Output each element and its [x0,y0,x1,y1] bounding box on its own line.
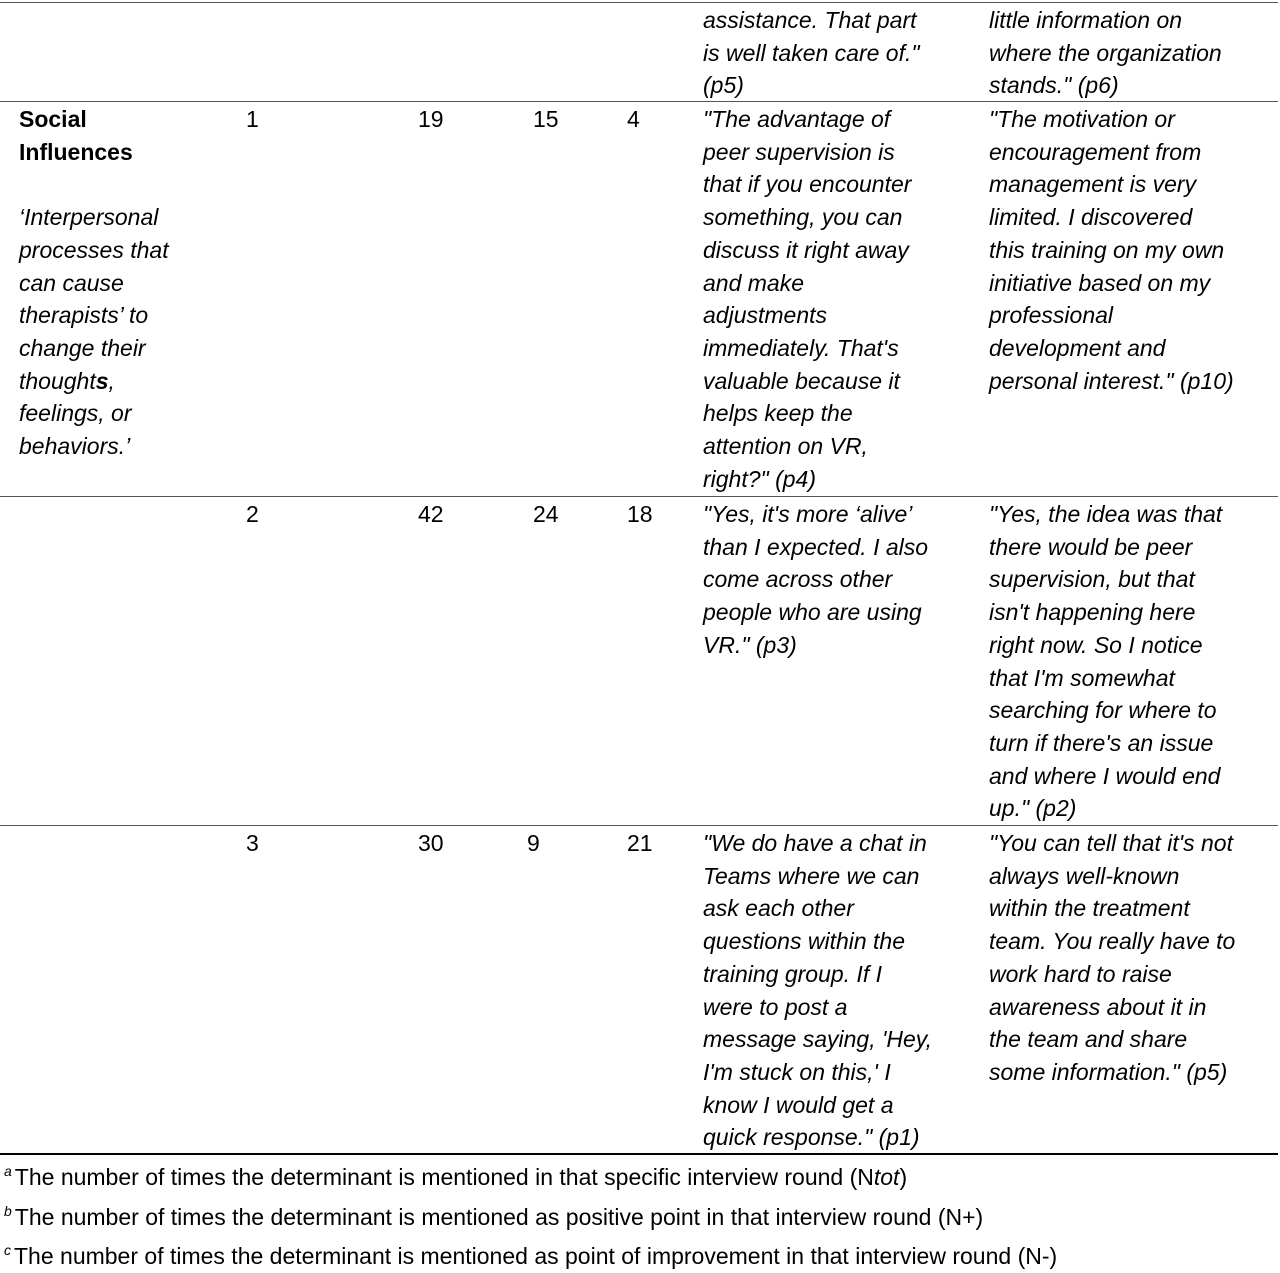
round-value: 2 [246,501,259,527]
row-divider [0,825,1278,826]
ntot-value: 30 [418,830,444,856]
quote-line: were to post a [703,993,848,1020]
quote-line: VR." (p3) [703,631,797,658]
quote-line: Teams where we can [703,862,920,889]
quote-line: come across other [703,566,893,593]
quote-line: right now. So I notice [989,631,1203,658]
quote-line: training group. If I [703,960,882,987]
quote-line: (p5) [703,72,744,99]
quote-line: helps keep the [703,400,853,427]
quote-line: and where I would end [989,762,1221,789]
quote-line: the team and share [989,1026,1188,1053]
footnote [4,1161,907,1194]
quote-line: little information on [989,7,1183,33]
quote-line: personal interest." (p10) [989,367,1234,394]
determinant-title: Social [19,106,87,132]
footnote-text: The number of times the determinant is mentioned as point of improvement in that interview round (N-) [14,1243,1058,1269]
footnote-mark: b [4,1203,12,1219]
quote-line: professional [989,302,1114,329]
quote-line: that if you encounter [703,171,912,198]
quote-line: attention on VR, [703,433,868,460]
quote-line: adjustments [703,302,828,329]
quote-line: message saying, 'Hey, [703,1026,932,1053]
quote-line: know I would get a [703,1091,894,1118]
quote-line: discuss it right away [703,236,909,263]
nneg-value: 21 [627,830,653,856]
quote-line: is well taken care of." [703,39,920,66]
quote-line: and make [703,269,805,296]
determinant-title: Influences [19,138,133,165]
quote-line: "The advantage of [703,106,891,132]
quote-line: "The motivation or [989,106,1175,132]
quote-line: ask each other [703,895,854,922]
quote-line: stands." (p6) [989,72,1119,99]
table-top-rule [0,2,1278,3]
footnote-text: The number of times the determinant is mentioned as positive point in that interview round (N+) [14,1204,984,1230]
quote-line: isn't happening here [989,599,1196,626]
definition-line: processes that [19,236,169,263]
footnote-mark: c [4,1242,11,1258]
round-value: 1 [246,106,259,132]
quote-line: "Yes, the idea was that [989,501,1223,527]
footnote-italic: tot [873,1164,900,1190]
quote-line: questions within the [703,928,906,955]
quote-line: up." (p2) [989,795,1077,822]
ntot-value: 42 [418,501,444,527]
quote-line: "You can tell that it's not [989,830,1233,856]
footnote-text-after: ) [899,1164,908,1190]
quote-negative-cell [989,827,1235,1089]
quote-line: people who are using [703,599,922,626]
definition-line: therapists’ to [19,302,149,329]
footnote-mark: a [4,1163,12,1179]
quote-line: something, you can [703,204,903,231]
quote-line: some information." (p5) [989,1058,1228,1085]
quote-negative-cell [989,498,1222,825]
npos-value: 24 [533,501,559,527]
quote-line: I'm stuck on this,' I [703,1058,891,1085]
quote-line: always well-known [989,862,1180,889]
footnote [4,1240,1057,1273]
row-divider [0,496,1278,497]
quote-line: development and [989,334,1166,361]
footnote-text: The number of times the determinant is mentioned in that specific interview round (N [14,1164,874,1190]
definition-line: change their [19,334,146,361]
quote-line: that I'm somewhat [989,664,1175,691]
quote-line: this training on my own [989,236,1225,263]
quote-line: work hard to raise [989,960,1172,987]
quote-positive-cell [703,827,932,1154]
npos-value: 9 [527,830,540,856]
definition-text: , [108,367,115,394]
quote-positive-cell [703,103,911,495]
quote-negative-cell [989,103,1234,397]
definition-line: feelings, or [19,400,132,427]
quote-line: right?" (p4) [703,465,816,492]
quote-line: "We do have a chat in [703,830,927,856]
quote-line: than I expected. I also [703,533,929,560]
quote-line: immediately. That's [703,334,899,361]
quote-line: initiative based on my [989,269,1211,296]
quote-line: encouragement from [989,138,1202,165]
table-bottom-rule [0,1153,1278,1155]
quote-line: awareness about it in [989,993,1207,1020]
determinant-cell [19,103,169,463]
definition-line [19,365,169,398]
quote-line: peer supervision is [703,138,895,165]
nneg-value: 4 [627,106,640,132]
quote-line: supervision, but that [989,566,1195,593]
ntot-value: 19 [418,106,444,132]
quote-line: quick response." (p1) [703,1124,920,1151]
quote-line: where the organization [989,39,1222,66]
definition-line: ‘Interpersonal [19,204,159,231]
round-value: 3 [246,830,259,856]
npos-value: 15 [533,106,559,132]
quote-line: assistance. That part [703,7,917,33]
quote-line: there would be peer [989,533,1193,560]
quote-positive-cell [703,498,928,662]
quote-line: turn if there's an issue [989,729,1214,756]
nneg-value: 18 [627,501,653,527]
quote-line: "Yes, it's more ‘alive’ [703,501,913,527]
definition-text: thought [19,367,96,394]
quote-line: limited. I discovered [989,204,1193,231]
definition-bold-text: s [95,367,109,394]
quote-line: within the treatment [989,895,1190,922]
quote-line: management is very [989,171,1197,198]
quote-line: searching for where to [989,697,1217,724]
footnote [4,1201,983,1234]
definition-line: behaviors.’ [19,433,131,460]
definition-line: can cause [19,269,124,296]
quote-negative-cell [989,4,1222,102]
quote-line: valuable because it [703,367,900,394]
spacer [19,168,169,201]
quote-positive-cell [703,4,920,102]
quote-line: team. You really have to [989,928,1236,955]
